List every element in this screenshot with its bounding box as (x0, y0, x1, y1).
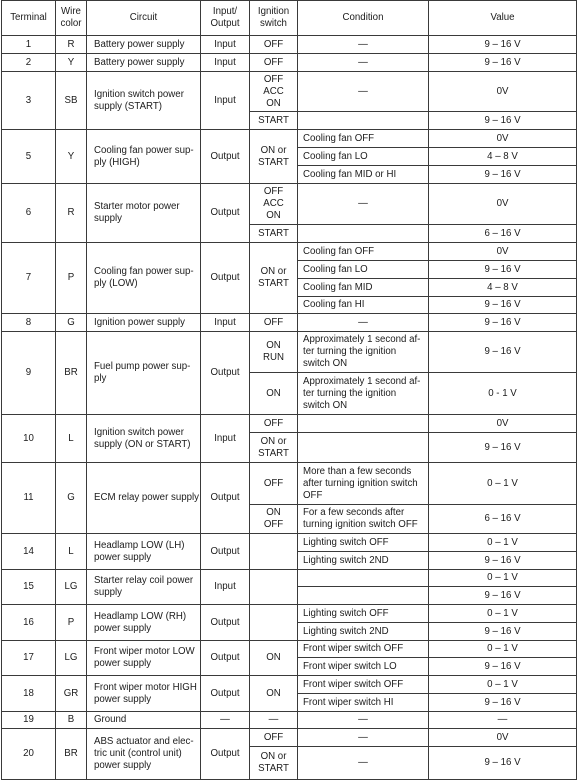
value-cell: 0 - 1 V (429, 373, 577, 415)
wire-color-cell: BR (56, 729, 87, 780)
wire-color-cell: LG (56, 570, 87, 605)
ignition-switch-cell: OFF (250, 415, 298, 433)
circuit-cell: Ignition switch power supply (ON or START) (87, 415, 201, 463)
table-row (2, 729, 577, 747)
terminal-cell: 6 (2, 184, 56, 243)
table-row (2, 36, 577, 54)
input-output-cell: Output (201, 729, 250, 780)
condition-cell (298, 225, 429, 243)
terminal-cell: 14 (2, 534, 56, 570)
input-output-cell: Input (201, 72, 250, 130)
terminal-cell: 2 (2, 54, 56, 72)
input-output-cell: Input (201, 36, 250, 54)
table-header (2, 1, 577, 36)
header-input-output: Input/ Output (201, 1, 250, 36)
condition-cell: Lighting switch 2ND (298, 623, 429, 641)
ignition-switch-cell: OFF (250, 314, 298, 332)
value-cell: 0 – 1 V (429, 534, 577, 552)
wire-color-cell: G (56, 463, 87, 534)
condition-cell: — (298, 314, 429, 332)
terminal-cell: 17 (2, 641, 56, 676)
terminal-cell: 3 (2, 72, 56, 130)
wire-color-cell: GR (56, 676, 87, 712)
table-row (2, 641, 577, 658)
circuit-cell: Headlamp LOW (RH) power supply (87, 605, 201, 641)
table-row (2, 130, 577, 148)
value-cell: 6 – 16 V (429, 225, 577, 243)
circuit-cell: Ignition power supply (87, 314, 201, 332)
circuit-cell: Starter motor power supply (87, 184, 201, 243)
value-cell: — (429, 712, 577, 729)
table-row (2, 463, 577, 505)
ignition-switch-cell: ON (250, 373, 298, 415)
condition-cell: Lighting switch 2ND (298, 552, 429, 570)
condition-cell: Approximately 1 second af- ter turning the ignition switch ON (298, 373, 429, 415)
ignition-switch-cell (250, 605, 298, 641)
circuit-cell: Starter relay coil power supply (87, 570, 201, 605)
table-row (2, 605, 577, 623)
header-circuit: Circuit (87, 1, 201, 36)
ignition-switch-cell: OFF ACC ON (250, 72, 298, 112)
ignition-switch-cell: ON (250, 676, 298, 712)
condition-cell: Cooling fan OFF (298, 130, 429, 148)
value-cell: 0V (429, 184, 577, 225)
table-row (2, 676, 577, 694)
ignition-switch-cell: ON RUN (250, 332, 298, 373)
value-cell: 9 – 16 V (429, 658, 577, 676)
condition-cell (298, 587, 429, 605)
value-cell: 9 – 16 V (429, 587, 577, 605)
ignition-switch-cell: ON or START (250, 747, 298, 780)
value-cell: 0 – 1 V (429, 570, 577, 587)
ignition-switch-cell: START (250, 225, 298, 243)
value-cell: 9 – 16 V (429, 433, 577, 463)
ignition-switch-cell: — (250, 712, 298, 729)
terminal-cell: 8 (2, 314, 56, 332)
table-row (2, 243, 577, 261)
condition-cell: Lighting switch OFF (298, 605, 429, 623)
table-row (2, 534, 577, 552)
ignition-switch-cell: OFF (250, 36, 298, 54)
header-ignition-switch: Ignition switch (250, 1, 298, 36)
wire-color-cell: LG (56, 641, 87, 676)
value-cell: 0 – 1 V (429, 676, 577, 694)
input-output-cell: — (201, 712, 250, 729)
condition-cell (298, 570, 429, 587)
wire-color-cell: R (56, 184, 87, 243)
circuit-cell: Front wiper motor HIGH power supply (87, 676, 201, 712)
value-cell: 0 – 1 V (429, 605, 577, 623)
condition-cell: — (298, 747, 429, 780)
condition-cell: — (298, 729, 429, 747)
table-row (2, 314, 577, 332)
wire-color-cell: L (56, 415, 87, 463)
terminal-cell: 19 (2, 712, 56, 729)
terminal-cell: 9 (2, 332, 56, 415)
value-cell: 9 – 16 V (429, 297, 577, 314)
value-cell: 9 – 16 V (429, 694, 577, 712)
wire-color-cell: SB (56, 72, 87, 130)
wire-color-cell: R (56, 36, 87, 54)
table-row (2, 332, 577, 373)
value-cell: 9 – 16 V (429, 314, 577, 332)
terminal-cell: 20 (2, 729, 56, 780)
ignition-switch-cell (250, 534, 298, 570)
value-cell: 6 – 16 V (429, 505, 577, 534)
value-cell: 0V (429, 72, 577, 112)
input-output-cell: Output (201, 332, 250, 415)
input-output-cell: Output (201, 243, 250, 314)
condition-cell: Cooling fan LO (298, 261, 429, 279)
ignition-switch-cell: OFF (250, 54, 298, 72)
ignition-switch-cell: ON or START (250, 433, 298, 463)
ignition-switch-cell: ON OFF (250, 505, 298, 534)
header-terminal: Terminal (2, 1, 56, 36)
input-output-cell: Input (201, 314, 250, 332)
wire-color-cell: Y (56, 130, 87, 184)
terminal-cell: 7 (2, 243, 56, 314)
circuit-cell: Ignition switch power supply (START) (87, 72, 201, 130)
terminal-cell: 1 (2, 36, 56, 54)
table-row (2, 712, 577, 729)
condition-cell: Cooling fan HI (298, 297, 429, 314)
terminal-table (1, 0, 577, 780)
condition-cell: Lighting switch OFF (298, 534, 429, 552)
condition-cell: Front wiper switch HI (298, 694, 429, 712)
condition-cell: — (298, 712, 429, 729)
table-row (2, 72, 577, 112)
condition-cell: — (298, 184, 429, 225)
header-value: Value (429, 1, 577, 36)
value-cell: 0V (429, 415, 577, 433)
ignition-switch-cell: OFF (250, 729, 298, 747)
value-cell: 9 – 16 V (429, 166, 577, 184)
header-condition: Condition (298, 1, 429, 36)
ignition-switch-cell: OFF ACC ON (250, 184, 298, 225)
table-row (2, 184, 577, 225)
circuit-cell: Headlamp LOW (LH) power supply (87, 534, 201, 570)
condition-cell (298, 415, 429, 433)
terminal-cell: 11 (2, 463, 56, 534)
input-output-cell: Output (201, 463, 250, 534)
value-cell: 9 – 16 V (429, 747, 577, 780)
table-row (2, 54, 577, 72)
circuit-cell: Cooling fan power sup- ply (HIGH) (87, 130, 201, 184)
terminal-cell: 16 (2, 605, 56, 641)
condition-cell: Front wiper switch OFF (298, 676, 429, 694)
wire-color-cell: B (56, 712, 87, 729)
input-output-cell: Output (201, 184, 250, 243)
value-cell: 9 – 16 V (429, 623, 577, 641)
condition-cell (298, 112, 429, 130)
ignition-switch-cell: ON or START (250, 243, 298, 314)
input-output-cell: Output (201, 676, 250, 712)
condition-cell: Approximately 1 second af- ter turning the ignition switch ON (298, 332, 429, 373)
input-output-cell: Output (201, 130, 250, 184)
condition-cell: More than a few seconds after turning ignition switch OFF (298, 463, 429, 505)
circuit-cell: Front wiper motor LOW power supply (87, 641, 201, 676)
ignition-switch-cell: ON (250, 641, 298, 676)
condition-cell: Front wiper switch LO (298, 658, 429, 676)
value-cell: 0V (429, 729, 577, 747)
wire-color-cell: L (56, 534, 87, 570)
circuit-cell: Ground (87, 712, 201, 729)
wire-color-cell: G (56, 314, 87, 332)
terminal-cell: 18 (2, 676, 56, 712)
table-row (2, 570, 577, 587)
value-cell: 0V (429, 243, 577, 261)
circuit-cell: ABS actuator and elec- tric unit (control unit) power supply (87, 729, 201, 780)
circuit-cell: Battery power supply (87, 54, 201, 72)
value-cell: 0 – 1 V (429, 463, 577, 505)
table-row (2, 415, 577, 433)
condition-cell: Front wiper switch OFF (298, 641, 429, 658)
condition-cell: Cooling fan OFF (298, 243, 429, 261)
condition-cell: Cooling fan MID (298, 279, 429, 297)
circuit-cell: Fuel pump power sup- ply (87, 332, 201, 415)
value-cell: 4 – 8 V (429, 148, 577, 166)
value-cell: 9 – 16 V (429, 261, 577, 279)
condition-cell (298, 433, 429, 463)
input-output-cell: Input (201, 54, 250, 72)
condition-cell: Cooling fan LO (298, 148, 429, 166)
input-output-cell: Input (201, 415, 250, 463)
terminal-cell: 10 (2, 415, 56, 463)
value-cell: 9 – 16 V (429, 552, 577, 570)
wire-color-cell: BR (56, 332, 87, 415)
terminal-cell: 15 (2, 570, 56, 605)
value-cell: 0 – 1 V (429, 641, 577, 658)
value-cell: 4 – 8 V (429, 279, 577, 297)
value-cell: 9 – 16 V (429, 54, 577, 72)
input-output-cell: Output (201, 641, 250, 676)
circuit-cell: Battery power supply (87, 36, 201, 54)
value-cell: 9 – 16 V (429, 36, 577, 54)
value-cell: 9 – 16 V (429, 112, 577, 130)
wire-color-cell: P (56, 605, 87, 641)
header-wire-color: Wire color (56, 1, 87, 36)
value-cell: 0V (429, 130, 577, 148)
circuit-cell: Cooling fan power sup- ply (LOW) (87, 243, 201, 314)
wire-color-cell: P (56, 243, 87, 314)
input-output-cell: Output (201, 605, 250, 641)
condition-cell: — (298, 72, 429, 112)
circuit-cell: ECM relay power supply (87, 463, 201, 534)
ignition-switch-cell: ON or START (250, 130, 298, 184)
table-body (2, 36, 577, 780)
condition-cell: — (298, 36, 429, 54)
ignition-switch-cell: START (250, 112, 298, 130)
ignition-switch-cell (250, 570, 298, 605)
header-row (2, 1, 577, 36)
condition-cell: — (298, 54, 429, 72)
ignition-switch-cell: OFF (250, 463, 298, 505)
condition-cell: Cooling fan MID or HI (298, 166, 429, 184)
condition-cell: For a few seconds after turning ignition switch OFF (298, 505, 429, 534)
input-output-cell: Output (201, 534, 250, 570)
value-cell: 9 – 16 V (429, 332, 577, 373)
input-output-cell: Input (201, 570, 250, 605)
wire-color-cell: Y (56, 54, 87, 72)
terminal-cell: 5 (2, 130, 56, 184)
